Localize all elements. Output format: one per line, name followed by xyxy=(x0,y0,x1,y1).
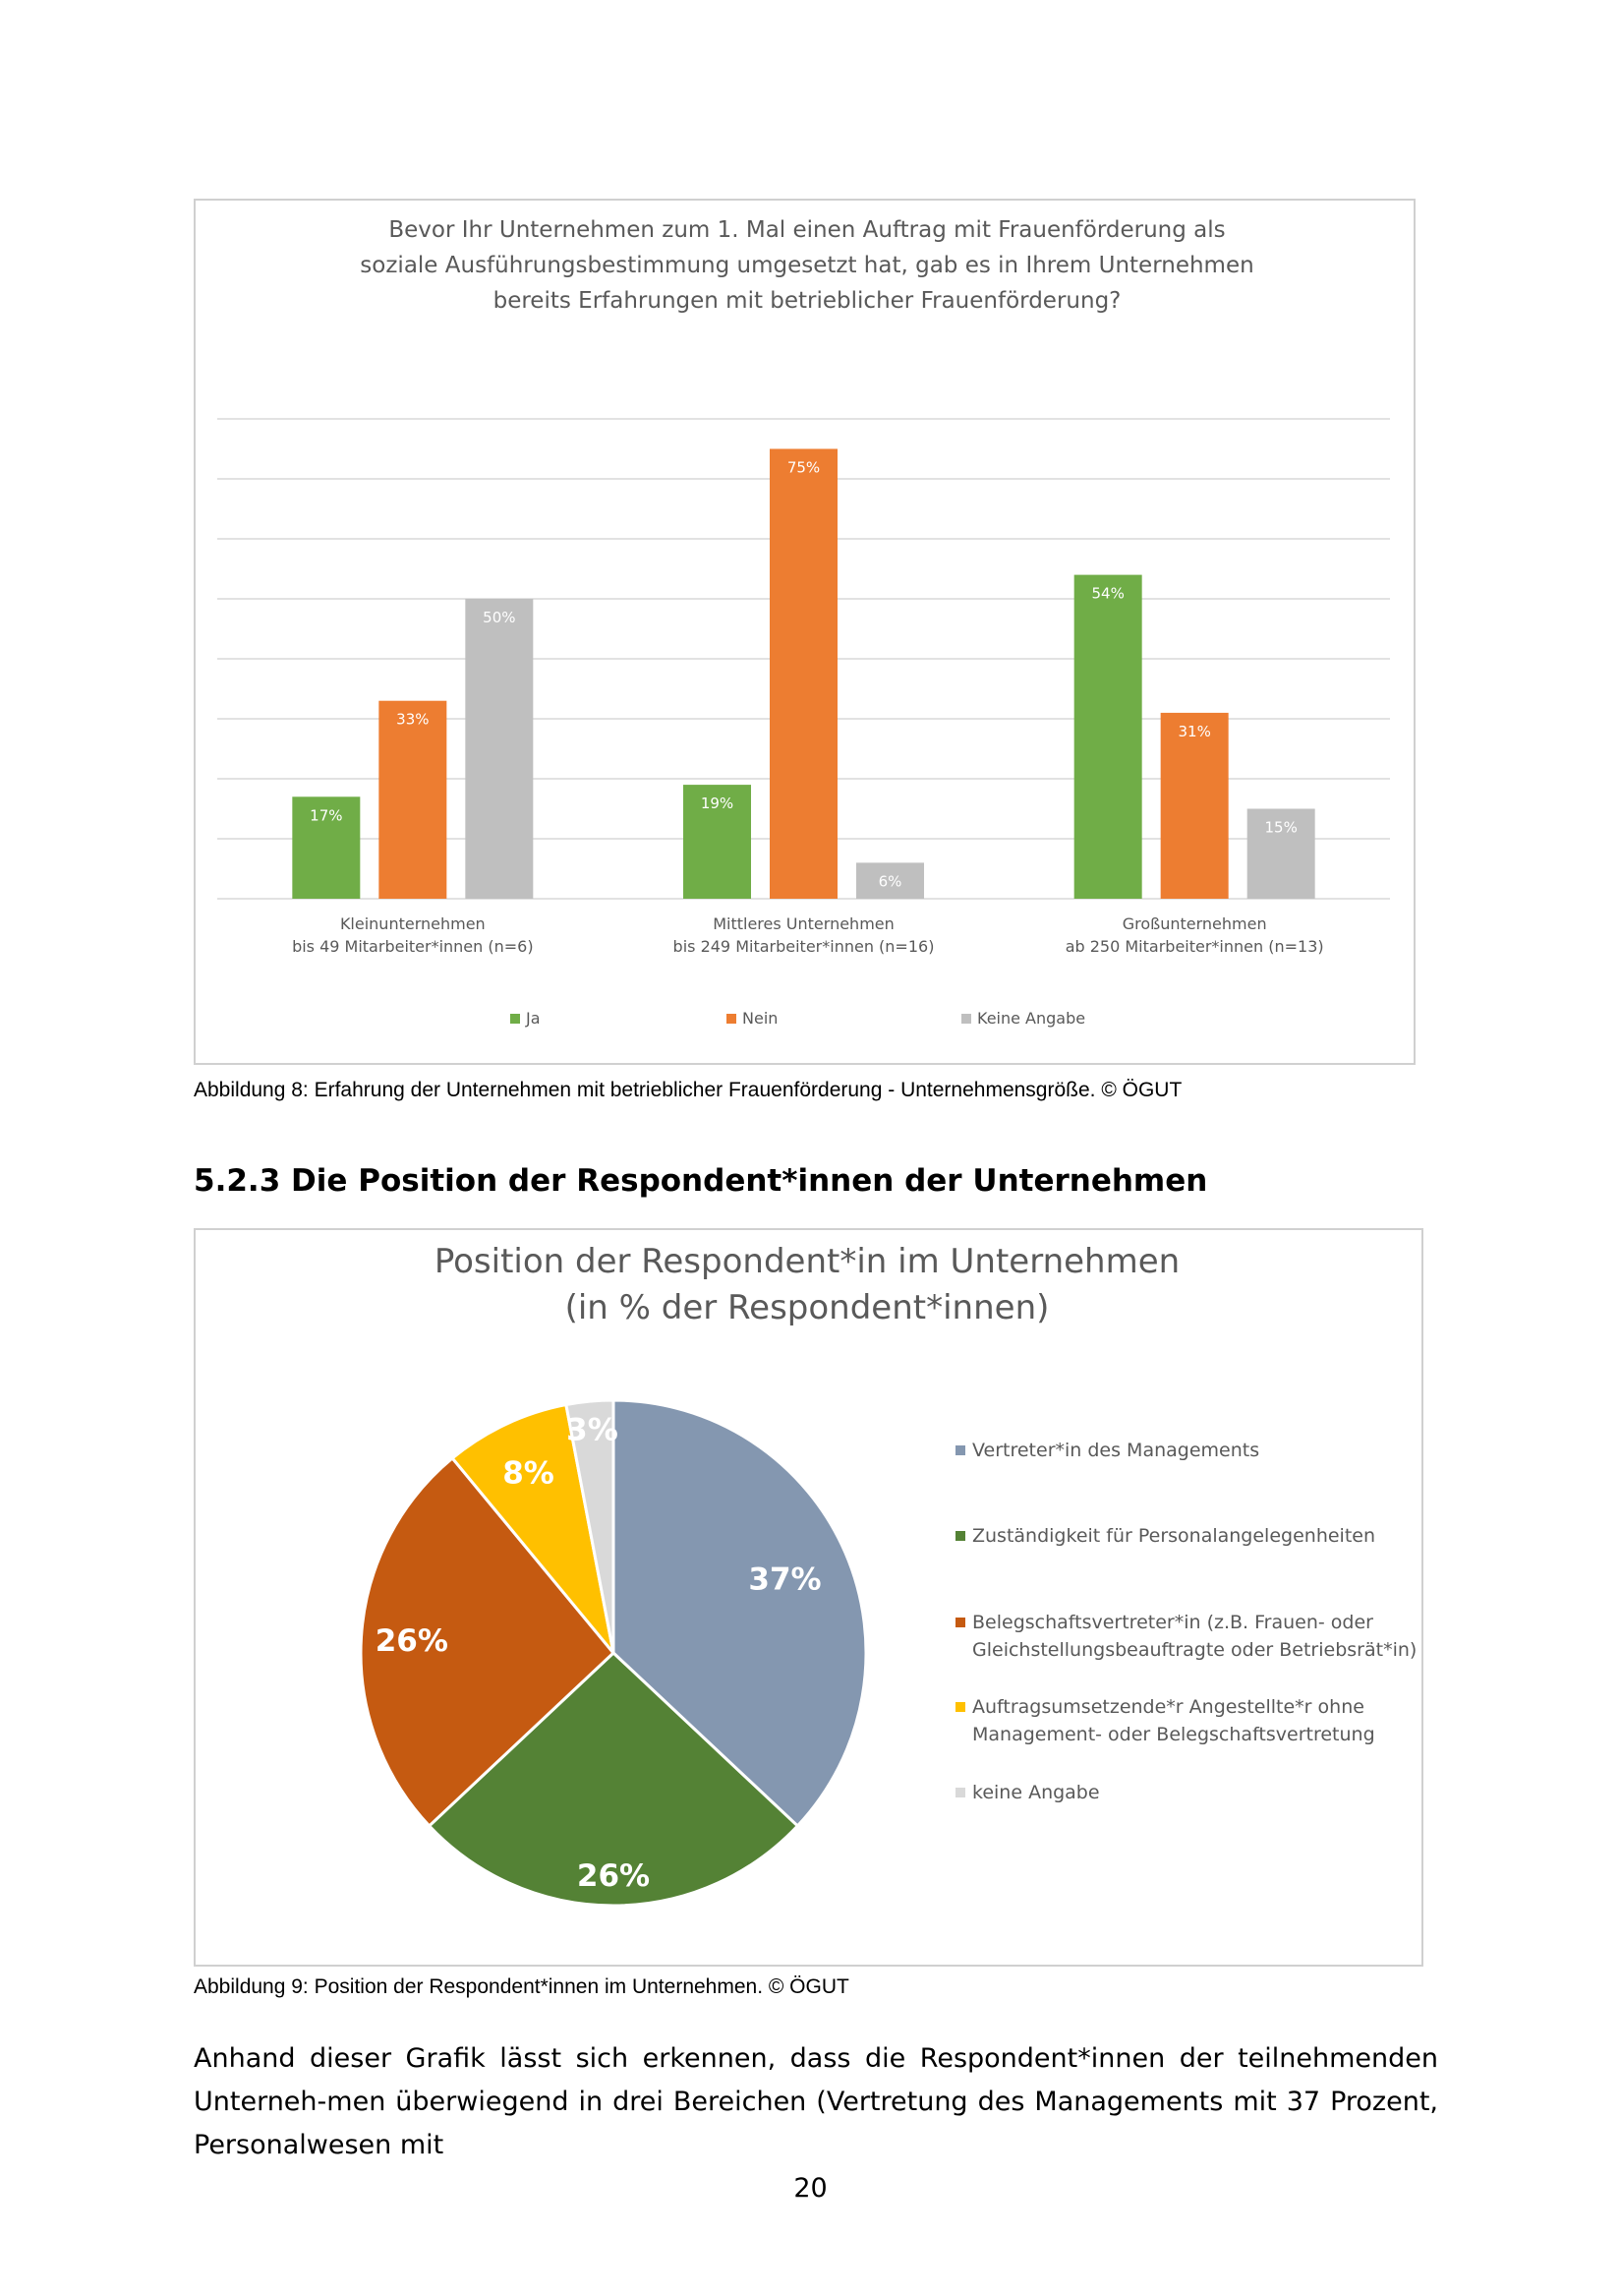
legend-label: Zuständigkeit für Personalangelegenheiten xyxy=(972,1525,1376,1547)
category-tick-label: ab 250 Mitarbeiter*innen (n=13) xyxy=(1065,937,1324,956)
legend-swatch xyxy=(726,1014,736,1024)
legend-label: Nein xyxy=(742,1009,779,1028)
bar-chart-title-line: soziale Ausführungsbestimmung umgesetzt hat, gab es in Ihrem Unternehmen xyxy=(360,253,1254,278)
bar-nein xyxy=(770,449,838,900)
bar-data-label: 31% xyxy=(1178,722,1211,740)
figure-8-caption: Abbildung 8: Erfahrung der Unternehmen mit betrieblicher Frauenförderung - Unternehmensgröße. © ÖGUT xyxy=(194,1079,1183,1101)
pie-data-label: 26% xyxy=(375,1623,448,1660)
legend-swatch xyxy=(955,1618,965,1627)
legend-label: Vertreter*in des Managements xyxy=(972,1440,1260,1461)
legend-swatch xyxy=(955,1788,965,1797)
legend-label: Keine Angabe xyxy=(977,1009,1086,1028)
bar-data-label: 75% xyxy=(786,458,821,477)
pie-chart-title-line: (in % der Respondent*innen) xyxy=(564,1288,1050,1327)
legend-swatch xyxy=(955,1531,965,1541)
legend-label: Gleichstellungsbeauftragte oder Betriebsrät*in) xyxy=(972,1639,1418,1661)
category-tick-label: Kleinunternehmen xyxy=(339,914,486,933)
pie-chart-title-line: Position der Respondent*in im Unternehmen xyxy=(434,1242,1181,1281)
category-tick-label: bis 249 Mitarbeiter*innen (n=16) xyxy=(672,937,935,956)
pie-data-label: 3% xyxy=(566,1412,618,1448)
legend-swatch xyxy=(955,1445,965,1455)
legend-label: Belegschaftsvertreter*in (z.B. Frauen- oder xyxy=(972,1612,1373,1633)
legend-label: Ja xyxy=(526,1009,541,1028)
page-number: 20 xyxy=(793,2173,828,2204)
figure-9-pie-chart xyxy=(194,1228,1423,1967)
category-tick-label: Großunternehmen xyxy=(1122,914,1267,933)
legend-label: Auftragsumsetzende*r Angestellte*r ohne xyxy=(972,1696,1364,1718)
legend-swatch xyxy=(955,1702,965,1712)
category-tick-label: bis 49 Mitarbeiter*innen (n=6) xyxy=(292,937,534,956)
pie-chart-svg xyxy=(196,1230,1421,1965)
legend-label: keine Angabe xyxy=(972,1782,1100,1803)
figure-8-bar-chart xyxy=(194,199,1416,1065)
section-heading: 5.2.3 Die Position der Respondent*innen der Unternehmen xyxy=(194,1163,1208,1199)
bar-nein xyxy=(1161,713,1229,899)
bar-data-label: 15% xyxy=(1264,818,1298,837)
pie-data-label: 37% xyxy=(748,1561,822,1598)
bar-chart-title-line: Bevor Ihr Unternehmen zum 1. Mal einen Auftrag mit Frauenförderung als xyxy=(388,217,1226,243)
bar-keine-angabe xyxy=(465,599,533,899)
bar-nein xyxy=(378,701,446,899)
legend-swatch xyxy=(510,1014,520,1024)
bar-chart-svg xyxy=(196,201,1414,1063)
bar-data-label: 17% xyxy=(310,806,343,825)
figure-9-caption: Abbildung 9: Position der Respondent*innen im Unternehmen. © ÖGUT xyxy=(194,1975,849,1998)
bar-data-label: 54% xyxy=(1091,584,1125,603)
pie-data-label: 8% xyxy=(502,1455,554,1492)
bar-data-label: 6% xyxy=(878,872,902,891)
body-paragraph: Anhand dieser Grafik lässt sich erkennen, dass die Respondent*innen der teilnehmenden Unterneh-men überwiegend in drei Bereichen (Vertretung des Managements mit 37 Prozent, Personalwesen mit xyxy=(194,2043,1438,2160)
bar-ja xyxy=(1074,575,1142,899)
bar-chart-title-line: bereits Erfahrungen mit betrieblicher Frauenförderung? xyxy=(492,288,1122,314)
legend-swatch xyxy=(961,1014,971,1024)
bar-data-label: 19% xyxy=(700,795,734,813)
bar-data-label: 33% xyxy=(396,710,430,729)
legend-label: Management- oder Belegschaftsvertretung xyxy=(972,1724,1375,1745)
bar-data-label: 50% xyxy=(483,609,516,626)
category-tick-label: Mittleres Unternehmen xyxy=(713,914,895,933)
pie-data-label: 26% xyxy=(576,1858,651,1895)
